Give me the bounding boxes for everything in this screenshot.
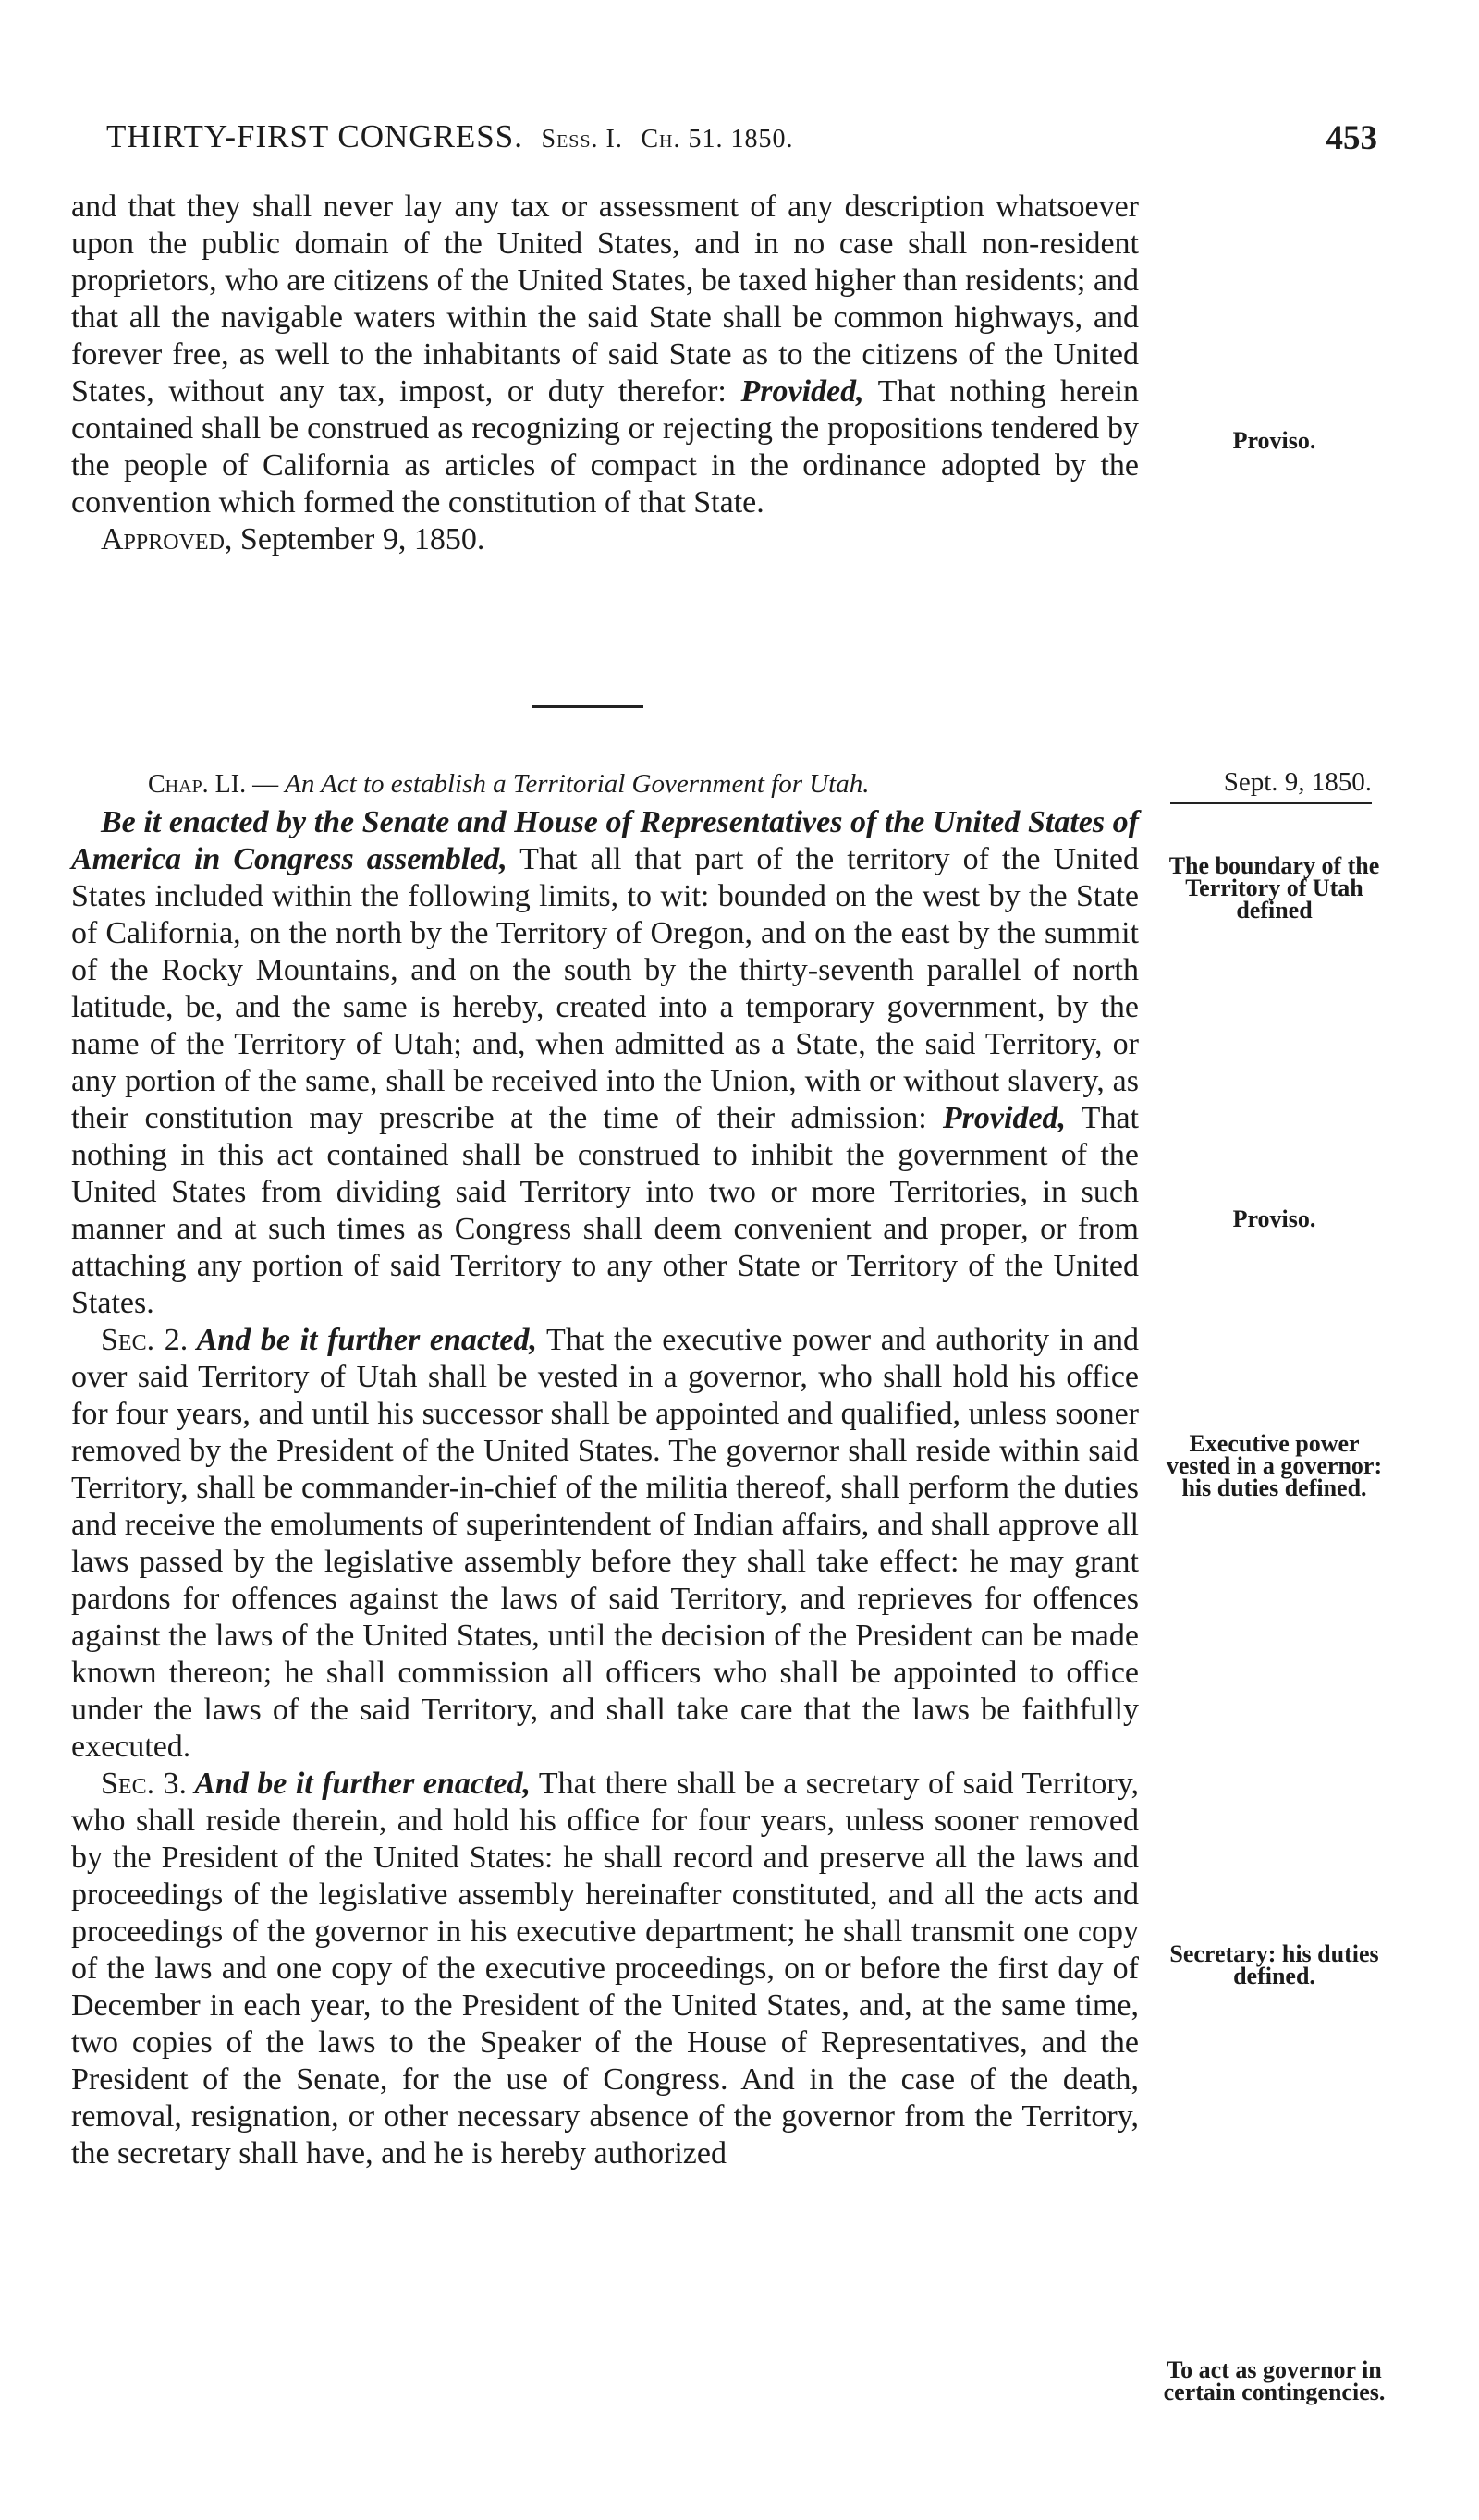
chapter-heading: [148, 769, 870, 800]
chapter-title: An Act to establish a Territorial Government for Utah.: [285, 769, 870, 799]
section-1-body-after: That nothing in this act contained shall be construed to inhibit the government of the United States from dividing said Territory into two or more Territories, in such manner and at such times as Congress shall deem convenient and proper, or from attaching any portion of said Territory to any other State or Territory of the United States.: [71, 1101, 1139, 1320]
prior-act-text: [71, 189, 1139, 558]
running-header: [106, 118, 1377, 161]
running-head: [106, 118, 793, 155]
section-2-body: That the executive power and authority in and over said Territory of Utah shall be vested in a governor, who shall hold his office for four years, and until his successor shall be appointed and qualified, unless sooner removed by the President of the United States. The governor shall reside within said Territory, shall be commander-in-chief of the militia thereof, shall perform the duties and receive the emoluments of superintendent of Indian affairs, and shall approve all laws passed by the legislative assembly before they shall take effect: he may grant pardons for offences against the laws of said Territory, and reprieves for offences against the laws of the United States, until the decision of the President can be made known thereon; he shall commission all officers who shall be appointed to office under the laws of the said Territory, and shall take care that the laws be faithfully executed.: [71, 1323, 1140, 1764]
act-text: [71, 804, 1139, 2172]
chapter-label: Chap. LI.: [148, 770, 247, 799]
chapter-date: Sept. 9, 1850.: [1223, 767, 1372, 797]
section-divider: [532, 705, 643, 708]
proviso-word: Provided,: [942, 1101, 1067, 1135]
prior-act-body-after: That nothing herein contained shall be construed as recognizing or rejecting the propositions tendered by the people of California as articles of compact in the ordinance adopted by the convention which formed the constitution of that State.: [71, 374, 1139, 520]
further-enacted: And be it further enacted,: [187, 1767, 531, 1801]
margin-note-boundary: The boundary of the Territory of Utah defined: [1168, 852, 1380, 924]
congress-title: THIRTY-FIRST CONGRESS.: [106, 118, 523, 154]
chapter-dash: —: [246, 770, 286, 799]
section-1-body: That all that part of the territory of the United States included within the following limits, to wit: bounded on the west by the State of California, on the north by the Territory of Oregon, and on the east by the summit of the Rocky Mountains, and on the south by the thirty-seventh parallel of north latitude, be, and the same is hereby, created into a temporary government, by the name of the Territory of Utah; and, when admitted as a State, the said Territory, or any portion of the same, shall be received into the Union, with or without slavery, as their constitution may prescribe at the time of their admission:: [71, 842, 1140, 1135]
margin-note-proviso: Proviso.: [1232, 427, 1316, 454]
margin-note-executive: Executive power vested in a governor: his duties defined.: [1166, 1430, 1383, 1501]
approved-label: Approved,: [101, 522, 233, 557]
approved-line: [71, 521, 1139, 558]
chapter-ref: Ch. 51. 1850.: [641, 125, 794, 153]
approved-date: September 9, 1850.: [232, 522, 485, 557]
further-enacted: And be it further enacted,: [188, 1323, 538, 1357]
enacting-clause: Be it enacted by the Senate and House of Representatives of the United States of America in Congress assembled,: [71, 805, 1139, 876]
prior-act-paragraph: [71, 189, 1139, 521]
margin-note-proviso: Proviso.: [1232, 1205, 1316, 1232]
section-3-label: Sec. 3.: [101, 1767, 188, 1801]
section-2: [71, 1322, 1139, 1766]
session-label: Sess. I.: [541, 125, 623, 153]
margin-note-acting-governor: To act as governor in certain contingencies.: [1163, 2356, 1386, 2405]
chapter-date-rule: [1170, 802, 1372, 804]
section-3: [71, 1766, 1139, 2172]
section-1: [71, 804, 1139, 1322]
margin-note-secretary: Secretary: his duties defined.: [1169, 1940, 1379, 1989]
page-number: 453: [1326, 119, 1377, 157]
prior-act-body: and that they shall never lay any tax or assessment of any description whatsoever upon the public domain of the United States, and in no case shall non-resident proprietors, who are citizens of the United States, be taxed higher than residents; and that all the navigable waters within the said State shall be common highways, and forever free, as well to the inhabitants of said State as to the citizens of the United States, without any tax, impost, or duty therefor:: [71, 190, 1139, 409]
section-3-body: That there shall be a secretary of said Territory, who shall reside therein, and hold his office for four years, unless sooner removed by the President of the United States: he shall record and preserve all the laws and proceedings of the legislative assembly hereinafter constituted, and all the acts and proceedings of the governor in his executive department; he shall transmit one copy of the laws and one copy of the executive proceedings, on or before the first day of December in each year, to the President of the United States, and, at the same time, two copies of the laws to the Speaker of the House of Representatives, and the President of the Senate, for the use of Congress. And in the case of the death, removal, resignation, or other necessary absence of the governor from the Territory, the secretary shall have, and he is hereby authorized: [71, 1767, 1140, 2171]
section-2-label: Sec. 2.: [101, 1323, 189, 1357]
proviso-word: Provided,: [740, 374, 864, 409]
